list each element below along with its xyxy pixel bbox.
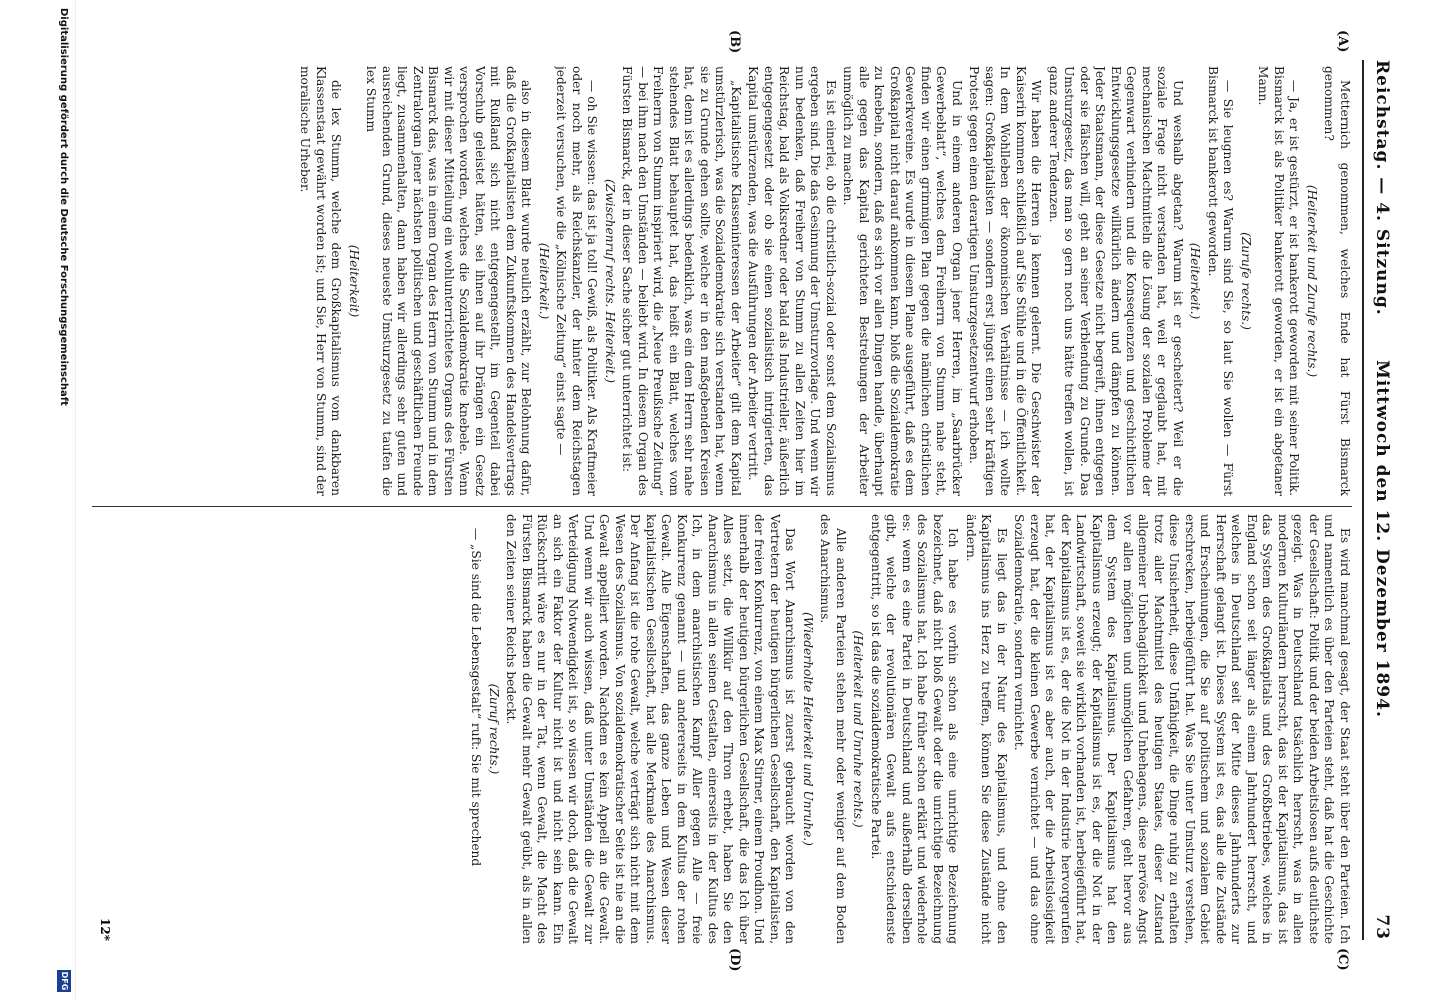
right-column-paragraph: (Heiterkeit und Unruhe rechts.) (851, 630, 866, 828)
left-column-paragraph: — Sie leugnen es? Warum sind Sie, so laut Sie wollen — Fürst Bismarck ist bankerott geworden. (1206, 66, 1236, 496)
margin-mark-d: (D) (727, 948, 742, 972)
right-column-paragraph: Alle anderen Parteien stehen mehr oder weniger auf dem Boden des Anarchismus. (818, 514, 848, 944)
left-column-paragraph: (Zurufe rechts.) (1239, 232, 1253, 330)
left-column-paragraph: Es ist einerlei, ob die christlich-sozial oder sonst dem Sozialismus ergeben sind. Die das Gesinnung der Umsturzvorlage. Und wenn wir nun bedenken, daß Freiherr von Stumm zu allen Zeiten hier im Reichstag, bald als Volksredner oder bald als Industrieller, äußerlich entgegengesetzt oder ob sie einen sozialistisch intrigierten, das Kapital umstürzenden, was die Ausführungen der Arbeiter vertritt. (746, 66, 838, 496)
right-column-paragraph: Es liegt das in der Natur des Kapitalismus, und ohne den Kapitalismus ins Herz zu treffen, können Sie diese Zustände nicht ändern. (964, 514, 1009, 944)
left-column-paragraph: Und in einem anderen Organ jener Herren, im „Saarbrücker Gewerbeblatt“, welches dem Freiherrn von Stumm nahe steht, finden wir einen grimmigen Plan gegen die nämlichen christlichen Gewerkvereine. Es wurde in diesem Plane ausgeführt, daß es dem Großkapital nicht darauf ankommen kann, bloß die Sozialdemokratie zu knebeln, sondern, daß es sich vor allen Dingen handle, überhaupt alle gegen das Kapital gerichteten Bestrebungen der Arbeiter unmöglich zu machen. (841, 66, 964, 496)
left-column-paragraph: — Ja, er ist gestürzt, er ist bankerott geworden mit seiner Politik. Bismarck ist als Politiker bankerott geworden, er ist ein abgetaner Mann. (1256, 66, 1302, 496)
right-column (102, 514, 1352, 944)
column-divider (92, 506, 1352, 507)
dfg-logo: DFG (57, 970, 71, 992)
left-column-paragraph: Und weshalb abgetan? Warum ist er gescheitert? Weil er die soziale Frage nicht verstanden hat, weil er geglaubt hat, mit mechanischen Machtmitteln die Lösung der sozialen Probleme der Gegenwart verhindern und die Konsequenzen und geschichtlichen Entwicklungsgesetze willkürlich ändern und dämpfen zu können. Jeder Staatsmann, der diese Gesetze nicht begreift, ihnen entgegen oder sie fälschen will, geht an seiner Verblendung zu Grunde. Das Umsturzgesetz, das man so gern noch uns hätte treffen wollen, ist ganz anderer Tendenzen. (1047, 66, 1185, 496)
left-column-paragraph: (Heiterkeit und Zurufe rechts.) (1305, 184, 1319, 378)
left-column-paragraph: (Heiterkeit.) (537, 242, 551, 320)
header-left: Reichstag. — 4. Sitzung. (1372, 60, 1392, 316)
left-column-paragraph: (Zwischenruf rechts. Heiterkeit.) (603, 179, 617, 383)
right-column-paragraph: Das Wort Anarchismus ist zuerst gebraucht worden von den Vertretern der heutigen bürgerlichen Gesellschaft, den Kapitalisten, der freien Konkurrenz, von einem Max Stirner, einem Proudhon. Und innerhalb der heutigen bürgerlichen Gesellschaft, die das Ich über Alles setzt, die Willkür auf den Thron erhebt, haben Sie den Anarchismus in allen seinen Gestalten, einerseits in der Kultus des Ich, in dem anarchistischen Kampf Aller gegen Alle — freie Konkurrenz genannt — und andererseits in dem Kultus der rohen Gewalt. Alle Eigenschaften, das ganze Leben und Wesen dieser kapitalistischen Gesellschaft, hat alle Merkmale des Anarchismus. Der Anfang ist die rohe Gewalt, welche verträgt sich nicht mit dem Wesen des Sozialismus. Von sozialdemokratischer Seite ist nie an die Gewalt appelliert worden. Nachdem es kein Appell an die Gewalt. Und wenn wir auch wissen, daß unter Umständen die Gewalt zur Verteidigung Notwendigkeit ist, so wissen wir doch, daß die Gewalt an sich ein Faktor der Kultur nicht ist und nicht sein kann. Ein Rückschritt wäre es nur in der Tat, wenn Gewalt, die Macht des Fürsten Bismarck haben die Gewalt mehr Gewalt geübt, als in allen den Zeiten seiner Reichs bedeckt. (504, 514, 798, 944)
left-column (102, 66, 1352, 496)
funding-credit: Digitalisierung gefördert durch die Deutsche Forschungsgemeinschaft (58, 8, 69, 406)
running-header (1362, 60, 1392, 940)
margin-mark-a: (A) (1335, 30, 1350, 53)
footer (35, 0, 76, 1000)
left-column-paragraph: (Heiterkeit) (347, 244, 361, 318)
margin-mark-c: (C) (1335, 948, 1350, 971)
header-date: Mittwoch den 12. Dezember 1894. (1372, 360, 1392, 718)
left-column-paragraph: „Kapitalistische Klasseninteressen der Arbeiter“ gilt dem Kapital umstürzlerisch, was die Sozialdemokratie sich verstanden hat, wenn sie zu Grunde gehen sollte, welche er in den maßgebenden Kreisen hat, denn ist es allerdings bedenklich, was ein dem Herrn sehr nahe stehendes Blatt behauptet hat, das heißt ein Blatt, welches vom Freiherrn von Stumm inspiriert wird, die „Neue Preußische Zeitung“ — bei ihm nach den Umständen — beliebt wird. In diesem Organ des Fürsten Bismarck, der in dieser Sache sicher gut unterrichtet ist: (620, 66, 743, 496)
sheet-signature: 12* (98, 918, 112, 941)
right-column-paragraph: Es wird manchmal gesagt, der Staat steht über den Parteien. Ich und namentlich es über den Parteien steht, daß hat die Geschichte der Gesellschaft: Politik und der beiden Arbeitslosen aufs deutlichste gezeigt. Was in Deutschland tatsächlich herrscht, was in allen modernen Kulturländern herrscht, das ist der Kapitalismus, das ist das System des Großkapitals und des Großbetriebes, welches in England schon seit länger als einem Jahrhundert herrscht, und welches in Deutschland seit der Mitte dieses Jahrhunderts zur Herrschaft gelangt ist. Dieses System ist es, das alle die Zustände und Erscheinungen, die Sie auf politischem und sozialem Gebiet erschrecken, herbeigeführt hat. Was Sie unter Umsturz verstehen, diese Unsicherheit, diese Unfähigkeit, die Dinge ruhig zu erhalten trotz aller Machtmittel des heutigen Staates, dieser Zustand allgemeiner Unbehaglichkeit und Unbehagens, diese nervöse Angst vor allen möglichen und unmöglichen Gefahren, geht hervor aus dem System des Kapitalismus. Der Kapitalismus hat den Kapitalismus erzeugt; der Kapitalismus ist es, der die Not in der Landwirtschaft, soweit sie wirklich vorhanden ist, herbeigeführt hat, der Kapitalismus ist es, der die Not in der Industrie hervorgerufen hat, der Kapitalismus ist es aber auch, der die Arbeitslosigkeit erzeugt hat, der die kleinen Gewerbe vernichtet — und das ohne Sozialdemokratie, sondern vernichtet. (1012, 514, 1352, 944)
left-column-paragraph: die lex Stumm, welche dem Großkapitalismus vom dankbaren Klassenstaat gewährt worden ist; und Sie, Herr von Stumm, sind der moralische Urheber. (298, 66, 344, 496)
right-column-paragraph: Ich habe es vorhin schon als eine unrichtige Bezeichnung bezeichnet, daß nicht bloß Gewalt oder die unrichtige Bezeichnung des Sozialismus hat. Ich habe früher schon erklärt und wiederhole es: wenn es eine Partei in Deutschland und außerhalb derselben gibt, welche der revolutionären Gewalt aufs entschiedenste entgegentritt, so ist das die sozialdemokratische Partei. (869, 514, 961, 944)
left-column-paragraph: also in diesem Blatt wurde neulich erzählt, zur Belohnung dafür, daß die Großkapitalisten dem Zukunftskommen des Handelsvertrags mit Rußland sich nicht entgegengestellt, im Gegenteil dabei Vorschub geleistet hätten, sei ihnen auf ihr Drängen ein Gesetz versprochen worden, welches die Sozialdemokratie knebele. Wenn wir mit dieser Mitteilung ein wohlunterrichtetes Organs des Fürsten Bismarck das, was in einem Organ des Herrn von Stumm und in dem Zentralorgan jener nächsten politischen und geschäftlichen Freunde liegt, zusammenhalten, dann haben wir allerdings sehr guten und ausreichenden Grund, dieses neueste Umsturzgesetz zu taufen die lex Stumm (364, 66, 534, 496)
left-column-paragraph: Wir haben die Herren ja kennen gelernt. Die Geschwister der Kaiserin kommen schließlich auf Sie Stühle und in die Öffentlichkeit. In dem Wohlleben der ökonomischen Verhältnisse — ich wollte sagen: Großkapitalisten — sondern erst jüngst einen sehr kräftigen Protest gegen einen derartigen Umsturzgesetzentwurf erhoben. (967, 66, 1044, 496)
page-number: 73 (1372, 914, 1392, 940)
left-column-paragraph: — oh Sie wissen: das ist ja toll! Gewiß, als Politiker. Als Kraftmeier oder noch mehr, als Reichskanzler, der hinter dem Reichstagen jederzeit versuchen, wie die „Kölnische Zeitung“ einst sagte — (554, 66, 600, 496)
right-column-paragraph: (Zuruf rechts.) (487, 683, 501, 775)
header-rule (1362, 60, 1364, 940)
margin-mark-b: (B) (727, 30, 742, 54)
left-column-paragraph: Metternich genommen, welches Ende hat Fürst Bismarck genommen? (1322, 66, 1352, 496)
right-column-paragraph: (Wiederholte Heiterkeit und Unruhe.) (801, 612, 815, 846)
left-column-paragraph: (Heiterkeit.) (1188, 242, 1203, 320)
right-column-paragraph: — „Sie sind die Lebensgestalt“ ruft: Sie mit sprechend (469, 528, 484, 867)
